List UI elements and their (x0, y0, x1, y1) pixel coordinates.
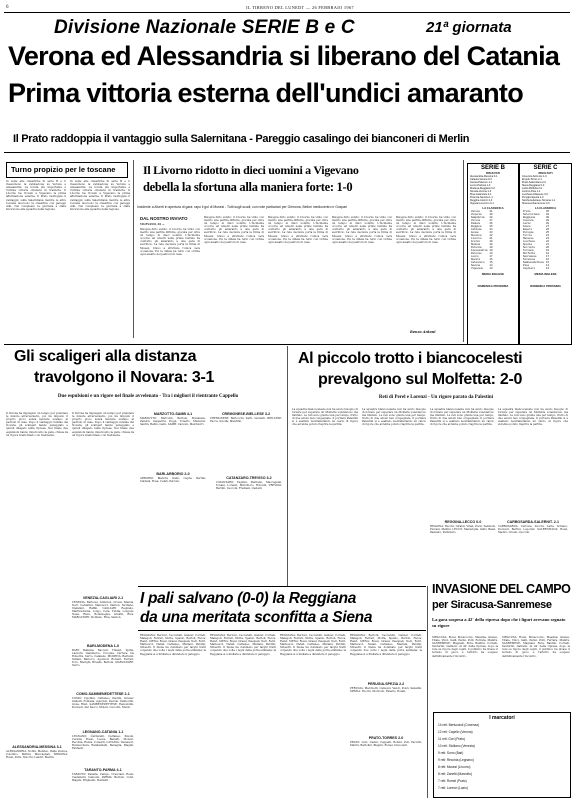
team-points: 20 (546, 246, 550, 249)
team-name: Siracusa (523, 258, 536, 261)
serie-b-next-label: DOMENICA PROSSIMA (477, 284, 509, 288)
match-report-title: BARI-ARBORIO 2-0 (156, 472, 190, 476)
match-report (72, 596, 134, 640)
match-report (216, 476, 282, 532)
team-points: 19 (489, 249, 493, 252)
lazio-text-d: La squadra biancoceleste non ha avuto bisogno di forzare per superare un Molfetta volenteroso ma limitato. Le reti sono giunte una per tempo, frutto di due azioni ben congegnate. Il portiere Palestini si è esaltato neutralizzando un calcio di rigore che avrebbe potuto riaprire la partita. (498, 408, 568, 427)
serie-b-result: Catania-Verona 0-3 (470, 178, 492, 181)
scorer-line: 14 reti: Bertuccioli (Cosenza) (438, 723, 479, 727)
match-report-text: COMO: Cipollini, Cattaneo, Paolini, Gruner, Galletti, Fontana, Aguzzoli, Pezzoli, Tamborini, Gioia, Rizzi. SAMBENEDETTESE: Remondini, Pozzuoli, Del Sacco, Moleri, Ceccotti, Muzzi. (72, 697, 134, 710)
verona-headline-line1: Gli scaligeri alla distanza (14, 348, 197, 365)
team-name: Vigevano (471, 267, 484, 270)
match-report-title: REGGINA-LECCO 0-0 (444, 520, 482, 524)
match-report (72, 644, 134, 688)
team-points: 26 (489, 222, 493, 225)
team-name: Massese (523, 237, 534, 240)
left-column-text-a: In sette alle classifiche di serie B e C riassumono la valutazione su Verona e Alessandria. La novità più importante è l'ultima vittoria ottenuta in trasferta. Il Livorno ha trovato a Vigevano la prima affermazione esterna. Il Prato raddoppia il vantaggio sulla Salernitana mentre le altre toscane muovono la classifica con pareggi utili. Nel complesso la giornata è stata favorevole alle squadre della regione. (6, 180, 66, 211)
team-name: Spezia (523, 243, 533, 246)
team-name: Alessandria (471, 249, 488, 252)
team-name: Lazio (523, 222, 531, 225)
team-points: 25 (546, 231, 550, 234)
match-report-title: CARBOSARDA-SALERNIT. 2-1 (507, 520, 559, 524)
team-points: 30 (546, 216, 550, 219)
team-points: 23 (489, 231, 493, 234)
page-number: 6 (6, 5, 9, 10)
serie-c-media-label: MEDIA INGLESE (534, 272, 557, 276)
scorer-line: 7 reti: Lorenzi (Lazio) (438, 786, 468, 790)
marcatori-list (434, 721, 570, 793)
livorno-standfirst: Incidente a Alverti in apertura di gara: rapo il gol di Mosesi - Tutti sugli scudi, con note particolari per Grimona, Bellori mediocentro e Gospari (137, 205, 348, 209)
team-points: 28 (489, 216, 493, 219)
team-name: Lucchese (523, 240, 536, 243)
team-points: 24 (489, 228, 493, 231)
divider (463, 160, 464, 342)
divider (427, 586, 428, 798)
lazio-headline-line1: Al piccolo trotto i biancocelesti (298, 350, 523, 367)
serie-c-table-label: LA CLASSIFICA (534, 206, 557, 210)
serie-b-result: Genoa-Palermo 1-1 (470, 181, 492, 184)
team-name: Livorno (471, 237, 482, 240)
team-points: 31 (489, 210, 493, 213)
match-report (430, 520, 496, 580)
match-report-title: MARZOTTO-SAMB 4-1 (153, 412, 193, 416)
match-report-title: CATANZARO-TREVISO 3-2 (226, 476, 272, 480)
team-name: Salernitana (523, 213, 540, 216)
team-name: Cosenza (523, 219, 534, 222)
livorno-headline-line2: debella la sfortuna alla maniera forte: 1-0 (143, 180, 353, 194)
match-report (498, 520, 568, 580)
reggiana-rule-bottom (138, 630, 426, 631)
reggiana-text-b: REGGIANA: Bertoni, Ceccarelli, Ganzer, Corradi, Malagoli, Ferrari, Motta, Spanio, Bertoli, Facca, Renzi. SIENA: Rossi, Grassi, Pasquali, Neri, Ferri, Matteucci, Natali, Cattaneo, Mariani, Pardini, Silvestri. Il Siena ha dominato per larghi tratti colpendo due volte i legni della porta emiliana; la Reggiana si è limitata a difendere il pareggio. (210, 634, 276, 656)
team-name: Modena (471, 243, 481, 246)
match-report (140, 472, 206, 522)
livorno-dateline: VIGEVANO, 26 — (140, 223, 165, 226)
match-report-title: VENEZIA-CAGLIARI 2-1 (82, 596, 124, 600)
team-name: Catanzaro (471, 261, 485, 264)
serie-b-table (470, 210, 494, 270)
team-points: 32 (546, 213, 550, 216)
team-name: Perugia (523, 231, 534, 234)
team-points: 23 (546, 237, 550, 240)
team-points: 25 (489, 225, 493, 228)
match-report-text: ALESSANDRIA: Nobili, Melideo, Dalle Vedove, Colombo, Bettini, Maccagnan. MESSINA: Rossi, Dotti, Stucchi, Landri, Marini. (6, 750, 68, 760)
team-points: 22 (489, 234, 493, 237)
serie-b-result: Reggina-Arezzo 2-0 (470, 199, 493, 202)
team-name: Sanremese (523, 255, 537, 258)
serie-b-result: Vigevano-Livorno 0-1 (470, 202, 494, 205)
divider (287, 346, 288, 586)
masthead-rule (4, 12, 570, 13)
marcatori-title: I marcatori (489, 715, 515, 721)
serie-c-result: Lucchese-Massese 0-0 (522, 193, 548, 196)
lazio-headline-line2: prevalgono sul Molfetta: 2-0 (318, 371, 523, 388)
match-report-text: REGGINA: Recchi, Giraldi, Vitali, Pozzi, Sabbioni, Piovani, Mellini. LECCO: Meraviglia, Gatti, Bassi, Pasinato, Pellizzaro. (430, 525, 496, 535)
team-points: 36 (546, 210, 550, 213)
team-name: Lecco (471, 255, 479, 258)
team-points: 16 (546, 258, 550, 261)
team-name: Arezzo (471, 240, 481, 243)
team-points: 22 (546, 240, 550, 243)
team-points: 29 (546, 219, 550, 222)
livorno-text-e: Bisogna dirlo subito: il Livorno ha vinto con merito una partita difficile, giocata per oltre un tempo in dieci uomini. L'incidente occorso ad Alverti nelle prime battute ha costretto gli amaranto a una gara di sacrificio. La rete decisiva porta la firma di Mosesi, bravo a sfruttare l'unica vera occasione. Poi la difesa ha retto con ordine ogni assalto dei padroni di casa. (396, 216, 456, 244)
team-points: 26 (546, 228, 550, 231)
match-report (210, 412, 282, 472)
serie-c-standings (519, 163, 572, 345)
marcatori-box (433, 712, 571, 798)
siracusa-text-b: SIRACUSA: Rossi, Bonaccorso, Messina, Grasso, Vitale, Vinci, Galli, Parisi, Polli, Ferrara, Manfrè. SANREMESE: Magnani, Rota, Baldini, Corradi, Venturini, Galluzzi. Al 42' della ripresa, dopo la rete su rigore degli ospiti, il pubblico ha invaso il terreno di gioco e l'arbitro ha sospeso definitivamente l'incontro. (502, 636, 570, 658)
match-report-text: MARZOTTO: Marcolin, Bertoni, Romanato, Zanetti, Gasperini, Poggi, Tonetto, Munaron, Santin, Bellin, Gallo. SAMB: Carsoni, Melchiorri. (140, 417, 206, 427)
team-name: Padova (471, 222, 481, 225)
reggiana-text-a: REGGIANA: Bertoni, Ceccarelli, Ganzer, Corradi, Malagoli, Ferrari, Motta, Spanio, Bertoli, Facca, Renzi. SIENA: Rossi, Grassi, Pasquali, Neri, Ferri, Matteucci, Natali, Cattaneo, Mariani, Pardini, Silvestri. Il Siena ha dominato per larghi tratti colpendo due volte i legni della porta emiliana; la Reggiana si è limitata a difendere il pareggio. (140, 634, 206, 656)
team-points: 24 (546, 234, 550, 237)
serie-b-result: Alessandria-Messina 3-1 (470, 175, 498, 178)
serie-b-results (468, 175, 518, 205)
team-points: 13 (546, 267, 550, 270)
livorno-byline: DAL NOSTRO INVIATO (140, 216, 188, 221)
team-name: Cagliari (523, 267, 536, 270)
livorno-signature: Renzo Antoni (410, 330, 436, 334)
serie-c-result: Perugia-Spezia 1-0 (522, 196, 544, 199)
match-report-title: ALESSANDRIA-MESSINA 3-1 (12, 745, 62, 749)
reggiana-headline-line1: I pali salvano (0-0) la Reggiana (140, 590, 357, 607)
headline-rule (4, 152, 570, 153)
team-name: Prato (523, 210, 531, 213)
serie-b-result: Modena-Reggiana 0-0 (470, 187, 495, 190)
team-points: 19 (489, 246, 493, 249)
siracusa-headline-line1: INVASIONE DEL CAMPO (432, 582, 571, 596)
team-name: Venezia (471, 213, 482, 216)
verona-standfirst: Due espulsioni e un rigore nel finale avvelenato - Tra i migliori il rientrante Cappello (57, 394, 239, 399)
serie-c-result: Prato-Salernitana 2-0 (522, 181, 546, 184)
lazio-text-b: La squadra biancoceleste non ha avuto bisogno di forzare per superare un Molfetta volenteroso ma limitato. Le reti sono giunte una per tempo, frutto di due azioni ben congegnate. Il portiere Palestini si è esaltato neutralizzando un calcio di rigore che avrebbe potuto riaprire la partita. (362, 408, 426, 427)
team-name: Savona (471, 264, 481, 267)
serie-c-result: Cosenza-Sorrento 1-0 (522, 175, 547, 178)
livorno-text-a: Bisogna dirlo subito: il Livorno ha vinto con merito una partita difficile, giocata per oltre un tempo in dieci uomini. L'incidente occorso ad Alverti nelle prime battute ha costretto gli amaranto a una gara di sacrificio. La rete decisiva porta la firma di Mosesi, bravo a sfruttare l'unica vera occasione. Poi la difesa ha retto con ordine ogni assalto dei padroni di casa. (140, 228, 200, 256)
team-name: Palermo (471, 252, 482, 255)
reggiana-headline-line2: da una meritata sconfitta a Siena (140, 609, 373, 626)
reggiana-text-d: REGGIANA: Bertoni, Ceccarelli, Ganzer, Corradi, Malagoli, Ferrari, Motta, Spanio, Bertoli, Facca, Renzi. SIENA: Rossi, Grassi, Pasquali, Neri, Ferri, Matteucci, Natali, Cattaneo, Mariani, Pardini, Silvestri. Il Siena ha dominato per larghi tratti colpendo due volte i legni della porta emiliana; la Reggiana si è limitata a difendere il pareggio. (350, 634, 422, 656)
verona-text-b: Il Verona ha impiegato un tempo per prendere le misure all'avversario, poi ha imposto il proprio gioco senza lasciare scampo ai padroni di casa. Dopo il vantaggio iniziale del Novara, gli scaligeri hanno pareggiato e quindi dilagato nella ripresa. Nel finale due espulsioni hanno innervosito la gara, chiusa da un rigore trasformato con freddezza. (72, 412, 134, 437)
livorno-text-b: Bisogna dirlo subito: il Livorno ha vinto con merito una partita difficile, giocata per oltre un tempo in dieci uomini. L'incidente occorso ad Alverti nelle prime battute ha costretto gli amaranto a una gara di sacrificio. La rete decisiva porta la firma di Mosesi, bravo a sfruttare l'unica vera occasione. Poi la difesa ha retto con ordine ogni assalto dei padroni di casa. (204, 216, 264, 244)
livorno-headline-line1: Il Livorno ridotto in dieci uomini a Vigevano (143, 163, 359, 177)
banner-title: Divisione Nazionale SERIE B e C (54, 17, 355, 38)
serie-b-results-label: RISULTATI (486, 171, 500, 175)
match-report (72, 768, 134, 796)
scorer-line: 9 reti: Recchia (Legnano) (438, 758, 474, 762)
team-points: 29 (489, 213, 493, 216)
match-report-text: VENEZIA: Bertossi, Ardizzon, Grossi, Mazzia, Neri, Carantini, Mencacci, Santon, Siciliano, Stefanini, Raffin. CAGLIARI: Reginato, Martiradonna, Longo, Cera, Tiddia, Longoni, Nenè, Rizzo, Boninsegna, Greatti, Riva. MARCATORI: Siciliano, Riva, Santon. (72, 601, 134, 620)
serie-b-result: Potenza-Savona 1-1 (470, 196, 493, 199)
serie-b-title: SERIE B (480, 165, 505, 171)
serie-c-result: Lazio-Molfetta 2-0 (522, 187, 543, 190)
serie-c-result: Empoli-Torres 2-1 (522, 178, 542, 181)
team-name: Messina (471, 234, 482, 237)
siracusa-text-a: SIRACUSA: Rossi, Bonaccorso, Messina, Grasso, Vitale, Vinci, Galli, Parisi, Polli, Ferrara, Manfrè. SANREMESE: Magnani, Rota, Baldini, Corradi, Venturini, Galluzzi. Al 42' della ripresa, dopo la rete su rigore degli ospiti, il pubblico ha invaso il terreno di gioco e l'arbitro ha sospeso definitivamente l'incontro. (432, 636, 498, 658)
scorer-line: 8 reti: Mosesi (Livorno) (438, 765, 471, 769)
match-report-text: CATANZARO: Tagnini, Pastrello, Maccagnan, Tonani, Lorenzi, Marchioro, Rotondi. TREVISO: Bertini, Cecconi, Frediani, Castelli. (216, 481, 282, 491)
scorer-line: 7 reti: Romei (Prato) (438, 779, 467, 783)
team-points: 14 (489, 264, 493, 267)
team-name: Siena (523, 225, 531, 228)
match-report-title: CREMONESE-BIELLESE 3-2 (221, 412, 271, 416)
team-points: 14 (546, 264, 550, 267)
lazio-text-c: La squadra biancoceleste non ha avuto bisogno di forzare per superare un Molfetta volenteroso ma limitato. Le reti sono giunte una per tempo, frutto di due azioni ben congegnate. Il portiere Palestini si è esaltato neutralizzando un calcio di rigore che avrebbe potuto riaprire la partita. (430, 408, 494, 427)
team-name: Potenza (471, 246, 482, 249)
team-points: 15 (489, 261, 493, 264)
team-name: Reggina (471, 225, 482, 228)
left-column-heading (6, 162, 128, 178)
serie-c-result: Sambenedettese-Ternana 1-1 (522, 199, 556, 202)
team-name: Sambenedettese (523, 261, 545, 264)
team-name: Molfetta (523, 252, 536, 255)
match-report (6, 745, 68, 795)
match-report-text: TARANTO: Zanella, Campo, Cresciani, Rossi, Castelletti, Camozzi. PARMA: Bertoni, Colzi, Biagini, Brighenti, Bonfanti. (72, 773, 134, 783)
team-points: 17 (546, 255, 550, 258)
main-headline-line1: Verona ed Alessandria si liberano del Catania (8, 41, 560, 71)
match-report (72, 692, 134, 726)
team-points: 20 (489, 243, 493, 246)
team-name: Verona (471, 219, 481, 222)
team-points: 20 (489, 240, 493, 243)
serie-c-results (520, 175, 571, 205)
serie-c-next-label: DOMENICA PROSSIMA (530, 284, 561, 288)
serie-c-result: Livorno-Pisa 1-1 (522, 190, 541, 193)
serie-b-table-label: LA CLASSIFICA (482, 206, 504, 210)
match-report-text: PERUGIA: Marchetti, Camozzi, Valoti, Pozzi, Sabatini. SPEZIA: Rocchi, Moriconi, Fanello, Rosati. (350, 687, 422, 694)
main-headline-line2: Prima vittoria esterna dell'undici amaranto (8, 78, 523, 108)
team-name: Catania (471, 228, 482, 231)
match-report-text: ARBORIO: Bianchi, Gallo, Capra, Bertini, Caldara, Rosa, Cefali, Petroni. (140, 477, 206, 484)
team-name: Pisa (523, 264, 530, 267)
siracusa-headline-line2: per Siracusa-Sanremese (432, 599, 552, 611)
team-points: 17 (489, 255, 493, 258)
table-row (522, 267, 550, 270)
match-report-title: PRATO-TORRES 2-0 (368, 736, 404, 740)
match-report-title: COMO-SAMMENEDETTESE 2-1 (76, 692, 130, 696)
match-report (72, 730, 134, 764)
verona-text-a: Il Verona ha impiegato un tempo per prendere le misure all'avversario, poi ha imposto il proprio gioco senza lasciare scampo ai padroni di casa. Dopo il vantaggio iniziale del Novara, gli scaligeri hanno pareggiato e quindi dilagato nella ripresa. Nel finale due espulsioni hanno innervosito la gara, chiusa da un rigore trasformato con freddezza. (6, 412, 68, 437)
team-name: Novara (471, 258, 481, 261)
match-report-text: LEGNANO: Cardarelli, Cattaneo, Pavoni, Cereda, Rossi, Leone, Baraldi, Monzio, Recchia, Ruzza, Colautti. CATANIA: Vavassori, Buzzacchera, Rambaldelli, Benaglia, Biagini, Fantazzi. (72, 735, 134, 751)
serie-c-result: Siracusa-Sanremese 0-0 (522, 202, 550, 205)
left-column-heading-text: Turno propizio per le toscane (11, 165, 116, 174)
reggiana-text-c: REGGIANA: Bertoni, Ceccarelli, Ganzer, Corradi, Malagoli, Ferrari, Motta, Spanio, Bertoli, Facca, Renzi. SIENA: Rossi, Grassi, Pasquali, Neri, Ferri, Matteucci, Natali, Cattaneo, Mariani, Pardini, Silvestri. Il Siena ha dominato per larghi tratti colpendo due volte i legni della porta emiliana; la Reggiana si è limitata a difendere il pareggio. (280, 634, 346, 656)
team-name: Sampdoria (471, 216, 485, 219)
scorer-line: 10 reti: Siciliano (Venezia) (438, 744, 475, 748)
team-points: 21 (489, 237, 493, 240)
team-points: 15 (546, 261, 550, 264)
reggiana-rule-top (138, 586, 426, 587)
match-report-text: PRATO: Gori, Casini, Cappelli, Bonini, Poli, Paciotti, Marini, Bartolini, Biagini, Romei, Innocenti. (350, 741, 422, 748)
scorer-line: 9 reti: Surro (Bari) (438, 751, 464, 755)
serie-b-result: Lecco-Padova 1-0 (470, 184, 491, 187)
livorno-text-d: Bisogna dirlo subito: il Livorno ha vinto con merito una partita difficile, giocata per oltre un tempo in dieci uomini. L'incidente occorso ad Alverti nelle prime battute ha costretto gli amaranto a una gara di sacrificio. La rete decisiva porta la firma di Mosesi, bravo a sfruttare l'unica vera occasione. Poi la difesa ha retto con ordine ogni assalto dei padroni di casa. (332, 216, 392, 244)
scorer-line: 11 reti: Gori (Prato) (438, 737, 466, 741)
lazio-standfirst: Reti di Perel e Lorenzi - Un rigore parato da Palestini (378, 395, 494, 400)
serie-b-result: Novara-Verona 1-3 (470, 190, 492, 193)
team-points: 18 (546, 252, 550, 255)
divider (133, 160, 134, 338)
left-column-text-b: In sette alle classifiche di serie B e C riassumono la valutazione su Verona e Alessandria. La novità più importante è l'ultima vittoria ottenuta in trasferta. Il Livorno ha trovato a Vigevano la prima affermazione esterna. Il Prato raddoppia il vantaggio sulla Salernitana mentre le altre toscane muovono la classifica con pareggi utili. Nel complesso la giornata è stata favorevole alle squadre della regione. (70, 180, 130, 211)
siracusa-standfirst: La gara sospesa a 42' della ripresa dopo che i liguri avevano segnato su rigore (432, 617, 566, 628)
banner-round: 21ª giornata (426, 19, 512, 36)
team-points: 18 (489, 252, 493, 255)
team-points: 19 (546, 249, 550, 252)
serie-c-result: Siena-Reggiana 0-0 (522, 184, 545, 187)
masthead-line: IL TIRRENO DEL LUNEDI' — 26 FEBBRAIO 1967 (246, 5, 354, 10)
serie-b-result: Pisa-Catanzaro 2-1 (470, 193, 492, 196)
scorer-line: 8 reti: Zanetti (Marzotto) (438, 772, 473, 776)
team-points: 28 (546, 222, 550, 225)
team-name: Torres (523, 234, 533, 237)
serie-c-table (522, 210, 550, 270)
lazio-text-a: La squadra biancoceleste non ha avuto bisogno di forzare per superare un Molfetta volenteroso ma limitato. Le reti sono giunte una per tempo, frutto di due azioni ben congegnate. Il portiere Palestini si è esaltato neutralizzando un calcio di rigore che avrebbe potuto riaprire la partita. (292, 408, 358, 427)
match-report-title: LEGNANO-CATANIA 1-1 (82, 730, 124, 734)
team-name: Reggiana (523, 216, 536, 219)
team-points: 27 (546, 225, 550, 228)
serie-b-standings (467, 163, 519, 345)
match-report (140, 412, 206, 468)
team-name: Ternana (523, 249, 534, 252)
match-report-title: PERUGIA-SPEZIA 2-2 (367, 682, 405, 686)
team-points: 13 (489, 267, 493, 270)
team-points: 21 (546, 243, 550, 246)
serie-b-media-label: MEDIA INGLESE (482, 272, 504, 276)
team-name: Varese (471, 210, 481, 213)
team-points: 16 (489, 258, 493, 261)
team-points: 27 (489, 219, 493, 222)
subheadline: Il Prato raddoppia il vantaggio sulla Salernitana - Pareggio casalingo dei bianconeri di Merlin (13, 133, 470, 145)
section-rule (4, 344, 570, 345)
match-report-title: TARANTO-PARMA 4-1 (84, 768, 122, 772)
match-report-text: CARBOSARDA: Cerrone, Zucchi, Laria, Schiavo, Pozzuoli, Bertini, Leporati. SALERNITANA: Rossi, Medici, Grossi, Cecconi. (498, 525, 568, 535)
team-name: Genoa (471, 231, 479, 234)
serie-c-results-label: RISULTATI (538, 171, 553, 175)
verona-headline-line2: travolgono il Novara: 3-1 (34, 369, 215, 386)
match-report-title: BARI-MODENA 1-0 (86, 644, 119, 648)
serie-c-title: SERIE C (533, 165, 558, 171)
team-name: Sorrento (523, 246, 536, 249)
scorer-line: 12 reti: Capello (Verona) (438, 730, 473, 734)
match-report (350, 682, 422, 732)
match-report-text: CREMONESE: Bertocchi, Sarti, Guidetti. BIELLESE: Facca, Sciolla, Manfrini. (210, 417, 282, 424)
match-report (350, 736, 422, 796)
banner (46, 15, 566, 41)
team-name: Empoli (523, 228, 533, 231)
livorno-text-c: Bisogna dirlo subito: il Livorno ha vinto con merito una partita difficile, giocata per oltre un tempo in dieci uomini. L'incidente occorso ad Alverti nelle prime battute ha costretto gli amaranto a una gara di sacrificio. La rete decisiva porta la firma di Mosesi, bravo a sfruttare l'unica vera occasione. Poi la difesa ha retto con ordine ogni assalto dei padroni di casa. (268, 216, 328, 244)
table-row (470, 267, 494, 270)
match-report-text: BARI: Bellavia, Baccari, Tinazzi, Spimi, Lazzotti, Gianmarco, Cicogna, Carrera, De Robertis, Surro, Catalano. MODENA: Barluzzi, Vellani, Barucco, Aguzzoli, Borsari, Ferrari, Toro, Merighi, Bruells, Bettoni. MARCATORE: Surro. (72, 649, 134, 668)
